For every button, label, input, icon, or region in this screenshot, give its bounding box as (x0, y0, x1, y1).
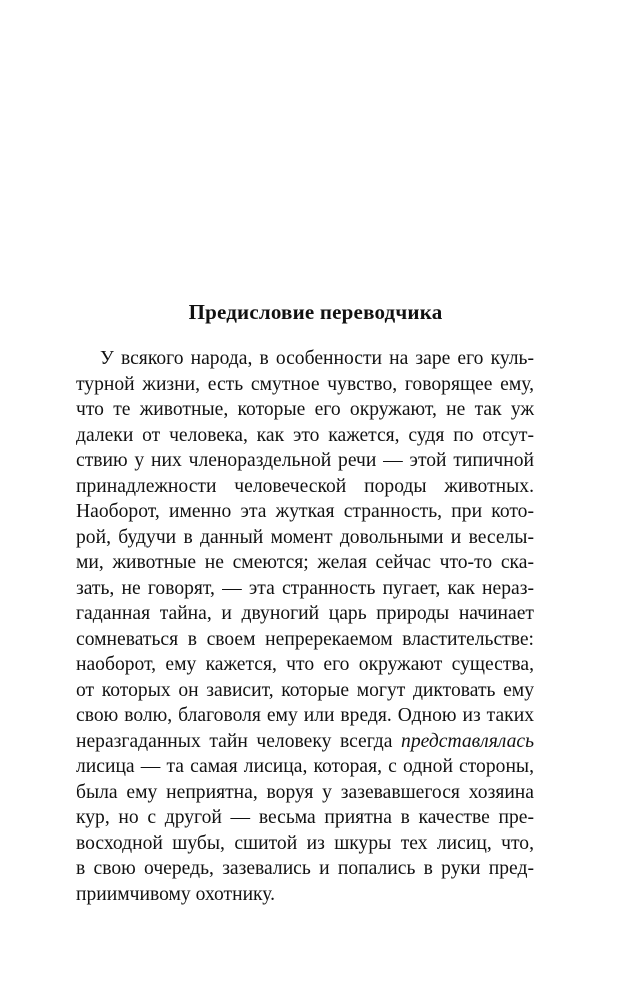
text-line: ствию у них членораздельной речи — этой типичной (76, 450, 534, 471)
text-line: гаданная тайна, и двуногий царь природы начинает (76, 603, 534, 624)
text-line: в свою очередь, зазевались и попались в руки пред- (76, 858, 534, 879)
preface-paragraph (76, 346, 534, 907)
text-line: У всякого народа, в особенности на заре его куль- (100, 348, 534, 369)
chapter-title: Предисловие переводчика (188, 300, 443, 324)
text-line: была ему неприятна, воруя у зазевавшегося хозяина (76, 781, 534, 803)
text-line: свою волю, благоволя ему или вредя. Одною из таких (76, 705, 534, 726)
text-line: зать, не говорят, — эта странность пугает, как нераз- (76, 577, 534, 599)
text-line: принадлежности человеческой породы животных. (76, 475, 534, 497)
text-line: сомневаться в своем непререкаемом властительстве: (76, 628, 534, 650)
text-line: далеки от человека, как это кажется, судя по отсут- (76, 424, 534, 446)
emphasized-word: представлялась (401, 730, 534, 752)
text-line: что те животные, которые его окружают, не так уж (76, 399, 534, 420)
text-line: ми, животные не смеются; желая сейчас что-то ска- (76, 552, 534, 573)
text-line: приимчивому охотнику. (76, 883, 276, 905)
text-line: Наоборот, именно эта жуткая странность, при кото- (76, 501, 534, 522)
text-line: восходной шубы, сшитой из шкуры тех лисиц, что, (76, 832, 534, 854)
text-line-with-emphasis (76, 729, 534, 755)
text-line: лисица — та самая лисица, которая, с одной стороны, (76, 756, 534, 777)
text-line: наоборот, ему кажется, что его окружают существа, (76, 654, 534, 675)
text-line: от которых он зависит, которые могут диктовать ему (76, 679, 534, 701)
text-line: кур, но с другой — весьма приятна в качестве пре- (76, 807, 534, 828)
text-line: турной жизни, есть смутное чувство, говорящее ему, (76, 373, 534, 395)
text-line: рой, будучи в данный момент довольными и веселы- (76, 526, 534, 548)
text-line-lead: неразгаданных тайн человеку всегда (76, 730, 402, 752)
